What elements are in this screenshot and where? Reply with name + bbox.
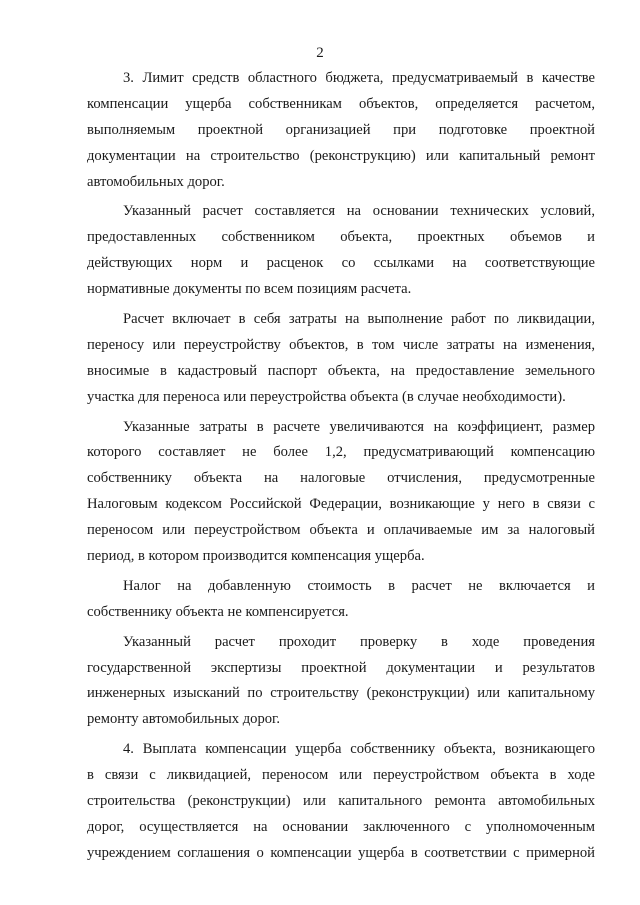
paragraph-expertise xyxy=(87,630,595,734)
text-line: Налоговым кодексом Российской Федерации, возникающие у него в связи с xyxy=(87,496,595,513)
text-line: 3. Лимит средств областного бюджета, предусматриваемый в качестве xyxy=(123,70,595,86)
text-line: собственнику объекта на налоговые отчисления, предусмотренные xyxy=(87,470,595,487)
text-line: дорог, осуществляется на основании заключенного с уполномоченным xyxy=(87,818,595,835)
text-line: Расчет включает в себя затраты на выполнение работ по ликвидации, xyxy=(123,311,595,328)
text-line: учреждением соглашения о компенсации ущерба в соответствии с примерной xyxy=(87,844,595,861)
text-line: нормативные документы по всем позициям расчета. xyxy=(87,281,412,298)
paragraph-vat xyxy=(87,574,595,626)
text-line: выполняемым проектной организацией при подготовке проектной xyxy=(87,121,595,138)
text-line: ремонту автомобильных дорог. xyxy=(87,711,281,728)
text-line: 4. Выплата компенсации ущерба собственнику объекта, возникающего xyxy=(123,741,595,758)
text-line: действующих норм и расценок со ссылками на соответствующие xyxy=(87,255,595,272)
text-line: Указанный расчет составляется на основании технических условий, xyxy=(123,203,595,220)
paragraph-coefficient xyxy=(87,415,595,570)
text-line: документации на строительство (реконструкцию) или капитальный ремонт xyxy=(87,147,595,164)
text-line: инженерных изысканий по строительству (реконструкции) или капитальному xyxy=(87,685,595,702)
document-body xyxy=(87,66,595,867)
paragraph-item-3-limit xyxy=(87,66,595,195)
text-line: компенсации ущерба собственникам объектов, определяется расчетом, xyxy=(87,95,595,112)
text-line: государственной экспертизы проектной документации и результатов xyxy=(87,659,595,676)
text-line: в связи с ликвидацией, переносом или переустройством объекта в ходе xyxy=(87,767,595,784)
paragraph-calculation-costs xyxy=(87,307,595,411)
text-line: собственнику объекта не компенсируется. xyxy=(87,603,349,620)
paragraph-item-4-payment xyxy=(87,737,595,866)
page-number: 2 xyxy=(316,45,324,61)
text-line: Указанный расчет проходит проверку в ходе проведения xyxy=(123,633,595,650)
text-line: Налог на добавленную стоимость в расчет не включается и xyxy=(123,577,595,594)
text-line: вносимые в кадастровый паспорт объекта, на предоставление земельного xyxy=(87,362,595,379)
text-line: предоставленных собственником объекта, проектных объемов и xyxy=(87,229,595,246)
text-line: период, в котором производится компенсация ущерба. xyxy=(87,548,425,565)
text-line: строительства (реконструкции) или капитального ремонта автомобильных xyxy=(87,793,595,810)
text-line: участка для переноса или переустройства объекта (в случае необходимости). xyxy=(87,388,566,405)
text-line: переносу или переустройству объектов, в том числе затраты на изменения, xyxy=(87,336,595,353)
text-line: которого составляет не более 1,2, предусматривающий компенсацию xyxy=(87,444,595,461)
text-line: автомобильных дорог. xyxy=(87,173,225,190)
text-line: переносом или переустройством объекта и оплачиваемые им за налоговый xyxy=(87,522,595,539)
paragraph-calculation-basis xyxy=(87,199,595,303)
text-line: Указанные затраты в расчете увеличиваются на коэффициент, размер xyxy=(123,418,595,435)
